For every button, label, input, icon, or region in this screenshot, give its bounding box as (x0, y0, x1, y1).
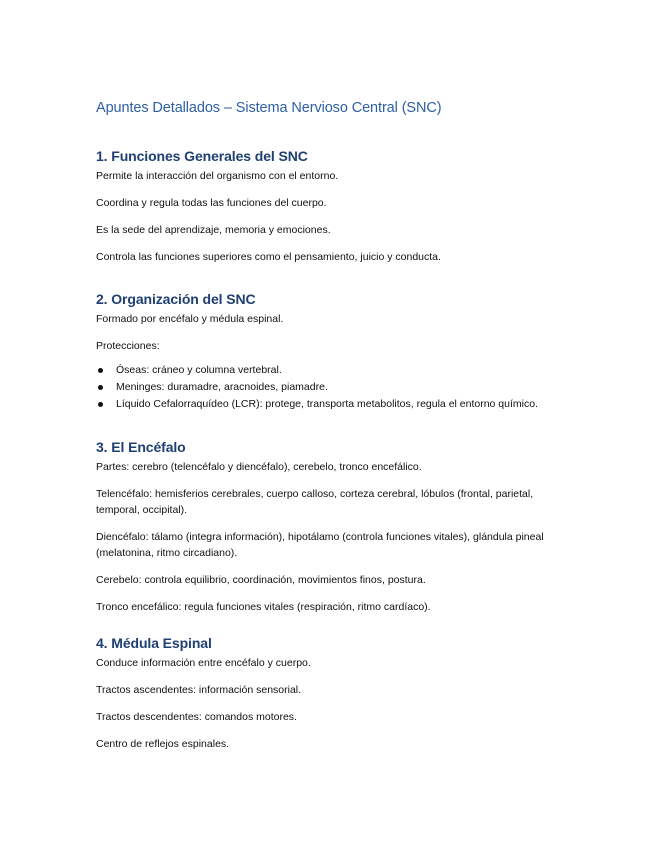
paragraph: Permite la interacción del organismo con el entorno. (96, 170, 339, 182)
list-item-text: Meninges: duramadre, aracnoides, piamadre. (116, 381, 328, 393)
paragraph: Centro de reflejos espinales. (96, 738, 230, 750)
section-heading: 4. Médula Espinal (96, 635, 212, 651)
paragraph: Cerebelo: controla equilibrio, coordinación, movimientos finos, postura. (96, 574, 426, 586)
paragraph: Tronco encefálico: regula funciones vitales (respiración, ritmo cardíaco). (96, 601, 431, 613)
section-heading: 3. El Encéfalo (96, 439, 186, 455)
document-title: Apuntes Detallados – Sistema Nervioso Central (SNC) (96, 100, 442, 116)
bullet-icon (98, 385, 103, 390)
list-item-text: Líquido Cefalorraquídeo (LCR): protege, transporta metabolitos, regula el entorno químico. (116, 398, 538, 410)
paragraph: Tractos ascendentes: información sensorial. (96, 684, 302, 696)
document-page (96, 100, 566, 778)
section-funciones-generales (96, 148, 566, 265)
bullet-icon (98, 402, 103, 407)
bullet-list (96, 362, 566, 413)
paragraph: Formado por encéfalo y médula espinal. (96, 313, 284, 325)
section-medula-espinal (96, 635, 566, 752)
list-item-text: Óseas: cráneo y columna vertebral. (116, 364, 282, 376)
paragraph: Partes: cerebro (telencéfalo y diencéfalo), cerebelo, tronco encefálico. (96, 461, 422, 473)
list-item (96, 379, 566, 396)
section-organizacion (96, 291, 566, 413)
bullet-icon (98, 368, 103, 373)
list-item (96, 362, 566, 379)
paragraph: Tractos descendentes: comandos motores. (96, 711, 297, 723)
list-item (96, 396, 566, 413)
paragraph: Coordina y regula todas las funciones del cuerpo. (96, 197, 327, 209)
paragraph: Telencéfalo: hemisferios cerebrales, cuerpo calloso, corteza cerebral, lóbulos (frontal, parietal, temporal, occipital). (96, 488, 534, 516)
paragraph: Es la sede del aprendizaje, memoria y emociones. (96, 224, 331, 236)
section-heading: 1. Funciones Generales del SNC (96, 148, 308, 164)
paragraph: Protecciones: (96, 340, 160, 352)
paragraph: Controla las funciones superiores como el pensamiento, juicio y conducta. (96, 251, 441, 263)
paragraph: Diencéfalo: tálamo (integra información), hipotálamo (controla funciones vitales), glándula pineal (melatonina, ritmo circadiano). (96, 531, 544, 559)
section-encefalo (96, 439, 566, 615)
section-heading: 2. Organización del SNC (96, 291, 256, 307)
paragraph: Conduce información entre encéfalo y cuerpo. (96, 657, 311, 669)
